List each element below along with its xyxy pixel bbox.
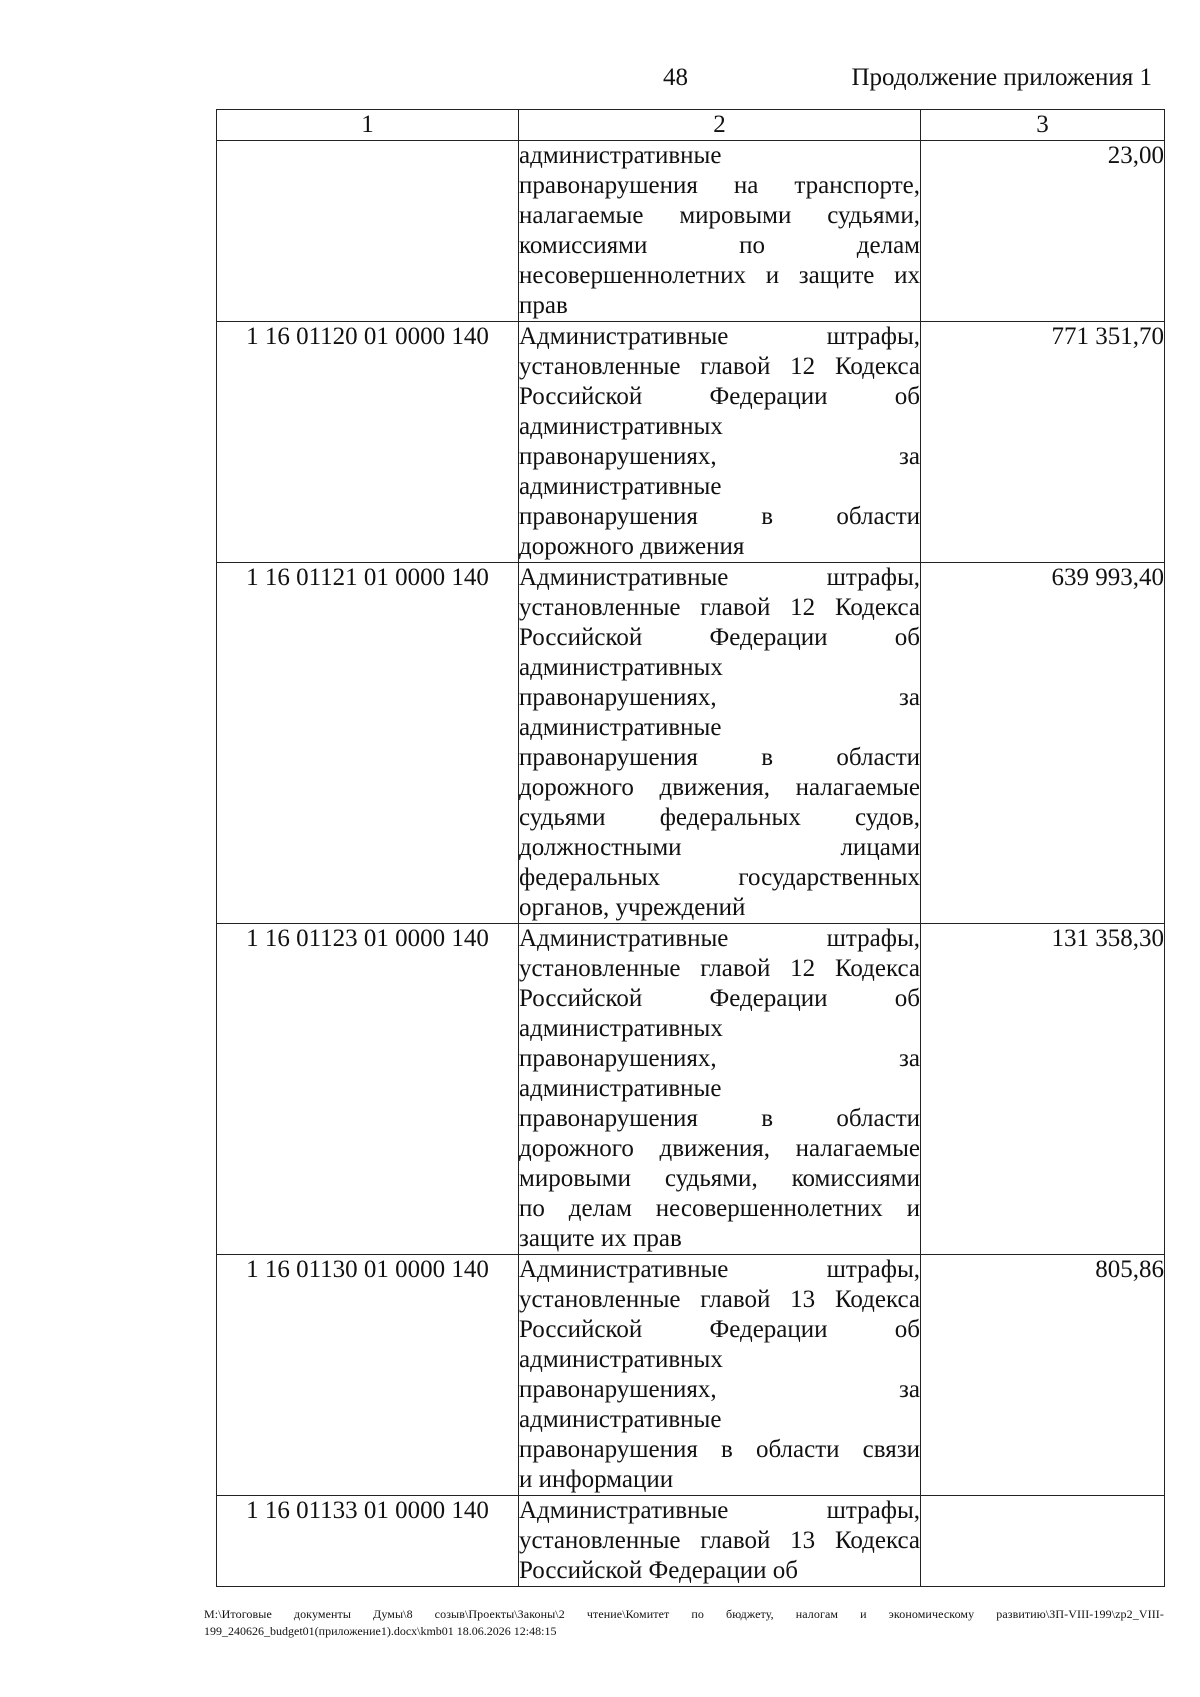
description-line: Российской Федерации об [519, 383, 920, 410]
table-row [217, 1496, 1165, 1587]
amount: 639 993,40 [921, 563, 1165, 924]
revenue-code: 1 16 01130 01 0000 140 [217, 1255, 519, 1496]
description-line: административных [519, 1015, 723, 1042]
description-line: правонарушениях, за [519, 443, 920, 470]
description-line: установленные главой 12 Кодекса [519, 353, 920, 380]
amount: 131 358,30 [921, 924, 1165, 1255]
description-line: правонарушения в области [519, 1105, 920, 1132]
footer-path-line-2: 199_240626_budget01(приложение1).docx\kmb01 18.06.2026 12:48:15 [204, 1624, 557, 1638]
description-line: правонарушениях, за [519, 684, 920, 711]
description-line: административные [519, 1075, 722, 1102]
table-row [217, 924, 1165, 1255]
description-line: защите их прав [519, 1225, 682, 1252]
description-line: правонарушениях, за [519, 1376, 920, 1403]
table-row [217, 1255, 1165, 1496]
table-row [217, 563, 1165, 924]
description-line: Административные штрафы, [519, 564, 920, 591]
description-line: правонарушениях, за [519, 1045, 920, 1072]
description-line: органов, учреждений [519, 894, 746, 921]
column-header-2: 2 [519, 110, 921, 141]
revenue-description [519, 1255, 921, 1496]
description-line: федеральных государственных [519, 864, 920, 891]
revenue-description [519, 322, 921, 563]
footer-path-line-1: М:\Итоговые документы Думы\8 созыв\Проекты\Законы\2 чтение\Комитет по бюджету, налогам и экономическому развитию\ЗП-VIII-199\zp2_VIII- [204, 1607, 1164, 1621]
description-line: прав [519, 292, 568, 319]
description-line: правонарушения в области [519, 744, 920, 771]
description-line: административных [519, 413, 723, 440]
revenue-description [519, 924, 921, 1255]
description-line: комиссиями по делам [519, 232, 920, 259]
description-line: должностными лицами [519, 834, 920, 861]
description-line: дорожного движения, налагаемые [519, 1135, 920, 1162]
description-line: административные [519, 1406, 722, 1433]
amount: 805,86 [921, 1255, 1165, 1496]
revenue-code: 1 16 01133 01 0000 140 [217, 1496, 519, 1587]
revenue-description [519, 563, 921, 924]
description-line: по делам несовершеннолетних и [519, 1195, 920, 1222]
amount: 771 351,70 [921, 322, 1165, 563]
description-line: Административные штрафы, [519, 925, 920, 952]
description-line: дорожного движения [519, 533, 745, 560]
description-line: правонарушения в области [519, 503, 920, 530]
table-row [217, 322, 1165, 563]
revenue-code: 1 16 01120 01 0000 140 [217, 322, 519, 563]
revenue-description [519, 1496, 921, 1587]
description-line: дорожного движения, налагаемые [519, 774, 920, 801]
description-line: установленные главой 12 Кодекса [519, 594, 920, 621]
description-line: административные [519, 142, 722, 169]
description-line: Российской Федерации об [519, 985, 920, 1012]
description-line: и информации [519, 1466, 674, 1493]
description-line: налагаемые мировыми судьями, [519, 202, 920, 229]
description-line: административные [519, 473, 722, 500]
description-line: несовершеннолетних и защите их [519, 262, 920, 289]
description-line: судьями федеральных судов, [519, 804, 920, 831]
column-header-3: 3 [921, 110, 1165, 141]
description-line: административные [519, 714, 722, 741]
description-line: правонарушения в области связи [519, 1436, 920, 1463]
document-path-footer [204, 1606, 1164, 1640]
page-header [0, 64, 1200, 98]
amount [921, 1496, 1165, 1587]
description-line: Административные штрафы, [519, 1256, 920, 1283]
description-line: Российской Федерации об [519, 1316, 920, 1343]
table-body [217, 141, 1165, 1587]
page-number: 48 [663, 64, 688, 91]
revenue-code: 1 16 01123 01 0000 140 [217, 924, 519, 1255]
description-line: административных [519, 654, 723, 681]
description-line: мировыми судьями, комиссиями [519, 1165, 920, 1192]
description-line: административных [519, 1346, 723, 1373]
description-line: Российской Федерации об [519, 1557, 798, 1584]
description-line: установленные главой 12 Кодекса [519, 955, 920, 982]
column-header-1: 1 [217, 110, 519, 141]
revenue-code: 1 16 01121 01 0000 140 [217, 563, 519, 924]
description-line: установленные главой 13 Кодекса [519, 1286, 920, 1313]
description-line: установленные главой 13 Кодекса [519, 1527, 920, 1554]
description-line: Российской Федерации об [519, 624, 920, 651]
revenue-description [519, 141, 921, 322]
description-line: Административные штрафы, [519, 323, 920, 350]
description-line: Административные штрафы, [519, 1497, 920, 1524]
column-number-row [217, 110, 1165, 141]
continuation-label: Продолжение приложения 1 [851, 64, 1152, 91]
budget-table [216, 109, 1165, 1587]
amount: 23,00 [921, 141, 1165, 322]
description-line: правонарушения на транспорте, [519, 172, 920, 199]
table-row [217, 141, 1165, 322]
revenue-code [217, 141, 519, 322]
